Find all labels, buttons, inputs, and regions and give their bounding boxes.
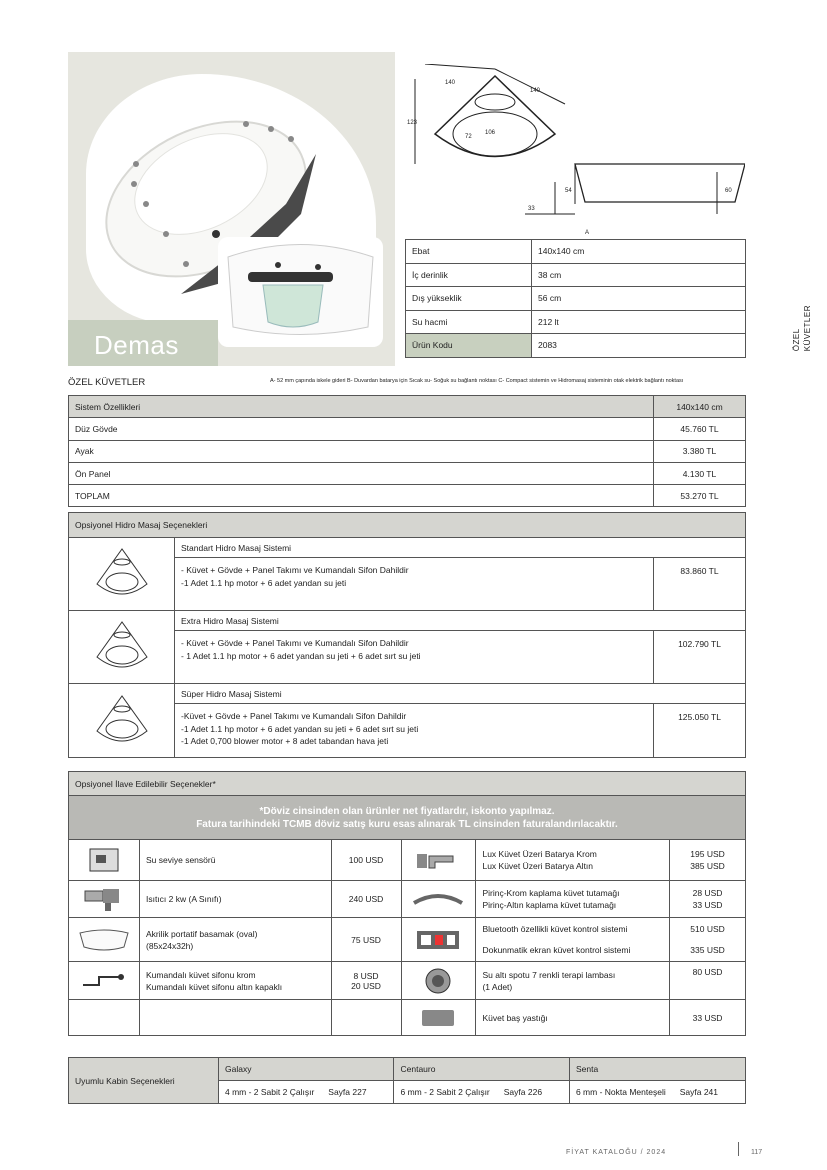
table-row [69,485,746,507]
cabin-page-ref: Sayfa 241 [679,1087,718,1097]
compatible-cabins-table [68,1057,746,1104]
cabin-name: Galaxy [219,1058,394,1081]
spec-row [406,240,746,264]
hydro-diagram-icon [69,538,175,611]
dim-label: 54 [565,188,572,194]
spec-label: Su hacmi [406,310,532,334]
footer-divider [738,1142,739,1156]
section-side-label: ÖZEL KÜVETLER [792,305,812,352]
spec-row [406,287,746,311]
cabin-name: Senta [569,1058,745,1081]
headrest-icon [401,1000,476,1036]
addons-header: Opsiyonel İlave Edilebilir Seçenekler* [69,772,746,796]
dim-label: 140 [445,80,456,86]
hydro-option-title: Extra Hidro Masaj Sistemi [175,611,746,631]
hydro-option-desc: - Küvet + Gövde + Panel Takımı ve Kumandalı Sifon Dahildir -1 Adet 1.1 hp motor + 6 adet yandan su jeti [175,558,654,611]
cabins-label: Uyumlu Kabin Seçenekleri [69,1058,219,1104]
dim-label: 123 [407,120,418,126]
hydro-option-title: Süper Hidro Masaj Sistemi [175,684,746,704]
hydro-option-title-row [69,538,746,558]
spec-value: 38 cm [532,263,746,287]
connection-note: A- 52 mm çapında iskele gideri B- Duvardan batarya için Sıcak su- Soğuk su bağlantı noktası C- Compact sistemin ve Hidromasaj sisteminin otak elektrik bağlantı noktası [270,378,684,384]
addon-name: Su seviye sensörü [139,840,331,881]
addon-price: 100 USD [331,840,401,881]
addon-name: Isıtıcı 2 kw (A Sınıfı) [139,881,331,918]
addons-table [68,771,746,1036]
spec-row [406,263,746,287]
hydro-diagram-icon [69,611,175,684]
cabin-detail: 6 mm - Nokta Menteşeli Sayfa 241 [569,1081,745,1104]
cabin-detail: 6 mm - 2 Sabit 2 Çalışır Sayfa 226 [394,1081,569,1104]
dim-label: 33 [528,206,535,212]
water-level-sensor-icon [69,840,140,881]
hydro-option-title-row [69,611,746,631]
table-row [69,881,746,918]
table-row [69,462,746,484]
row-price: 45.760 TL [654,418,746,440]
table-row [69,440,746,462]
hydro-option-title-row [69,684,746,704]
addon-name: Su altı spotu 7 renkli terapi lambası (1 Adet) [476,962,670,1000]
table-row [69,418,746,440]
row-price: 53.270 TL [654,485,746,507]
row-label: Ayak [69,440,654,462]
hydro-option-desc: - Küvet + Gövde + Panel Takımı ve Kumandalı Sifon Dahildir - 1 Adet 1.1 hp motor + 6 adet yandan su jeti + 6 adet sırt su jeti [175,631,654,684]
table-row [69,962,746,1000]
cabin-detail: 4 mm - 2 Sabit 2 Çalışır Sayfa 227 [219,1081,394,1104]
spec-label: İç derinlik [406,263,532,287]
table-header [69,772,746,796]
addon-price: 28 USD 33 USD [670,881,746,918]
heater-icon [69,881,140,918]
spec-label: Dış yükseklik [406,287,532,311]
underwater-light-icon [401,962,476,1000]
addon-price: 510 USD 335 USD [670,918,746,962]
addon-price: 75 USD [331,918,401,962]
cabin-name: Centauro [394,1058,569,1081]
header-label: Sistem Özellikleri [69,396,654,418]
dim-label: A [585,230,590,236]
row-label: Ön Panel [69,462,654,484]
addon-name: Bluetooth özellikli küvet kontrol sistemi Dokunmatik ekran küvet kontrol sistemi [476,918,670,962]
spec-value: 2083 [532,334,746,358]
spec-label: Ebat [406,240,532,264]
hydro-diagram-icon [69,684,175,758]
addon-price: 240 USD [331,881,401,918]
drain-siphon-icon [69,962,140,1000]
row-label: Düz Gövde [69,418,654,440]
bathtub-front-view-image [218,237,383,347]
faucet-icon [401,840,476,881]
table-row [69,840,746,881]
spec-row [406,310,746,334]
row-price: 4.130 TL [654,462,746,484]
page-number: 117 [751,1149,763,1156]
table-header [69,513,746,538]
spec-label: Ürün Kodu [406,334,532,358]
handle-icon [401,881,476,918]
addon-price: 8 USD 20 USD [331,962,401,1000]
table-row [69,1000,746,1036]
addon-name: Küvet baş yastığı [476,1000,670,1036]
dim-label: 106 [485,130,496,136]
spec-value: 56 cm [532,287,746,311]
system-price-table [68,395,746,507]
cabin-page-ref: Sayfa 227 [328,1087,367,1097]
spec-value: 212 lt [532,310,746,334]
hydro-option-price: 102.790 TL [654,631,746,684]
row-price: 3.380 TL [654,440,746,462]
technical-diagram [405,64,745,239]
cabin-page-ref: Sayfa 226 [503,1087,543,1097]
hydro-massage-table [68,512,746,758]
product-name: Demas [68,320,218,366]
control-panel-icon [401,918,476,962]
spec-table [405,239,746,358]
dim-label: 72 [465,134,472,140]
hydro-option-price: 125.050 TL [654,704,746,758]
addon-name: Akrilik portatif basamak (oval) (85x24x32h) [139,918,331,962]
hydro-header: Opsiyonel Hidro Masaj Seçenekleri [69,513,746,538]
step-icon [69,918,140,962]
addon-name: Kumandalı küvet sifonu krom Kumandalı küvet sifonu altın kapaklı [139,962,331,1000]
product-photo [68,52,395,366]
addon-name: Pirinç-Krom kaplama küvet tutamağı Pirinç-Altın kaplama küvet tutamağı [476,881,670,918]
row-label: TOPLAM [69,485,654,507]
hydro-option-title: Standart Hidro Masaj Sistemi [175,538,746,558]
addon-price: 80 USD [670,962,746,1000]
footer-catalog-title: FİYAT KATALOĞU / 2024 [566,1149,667,1156]
addon-price: 33 USD [670,1000,746,1036]
dim-label: 60 [725,188,732,194]
currency-banner: *Döviz cinsinden olan ürünler net fiyatlardır, iskonto yapılmaz. Fatura tarihindeki TCMB döviz satış kuru esas alınarak TL cinsinden faturalandırılacaktır. [69,796,746,840]
table-header [69,396,746,418]
spec-value: 140x140 cm [532,240,746,264]
cabin-name-row [69,1058,746,1081]
header-value: 140x140 cm [654,396,746,418]
dim-label: 140 [530,88,541,94]
hydro-option-desc: -Küvet + Gövde + Panel Takımı ve Kumandalı Sifon Dahildir -1 Adet 1.1 hp motor + 6 adet yandan su jeti + 6 adet sırt su jeti -1 Adet 0,700 blower motor + 8 adet tabandan hava jeti [175,704,654,758]
addon-price: 195 USD 385 USD [670,840,746,881]
addon-name: Lux Küvet Üzeri Batarya Krom Lux Küvet Üzeri Batarya Altın [476,840,670,881]
section-title: ÖZEL KÜVETLER [68,377,146,388]
spec-row [406,334,746,358]
table-row [69,918,746,962]
hydro-option-price: 83.860 TL [654,558,746,611]
